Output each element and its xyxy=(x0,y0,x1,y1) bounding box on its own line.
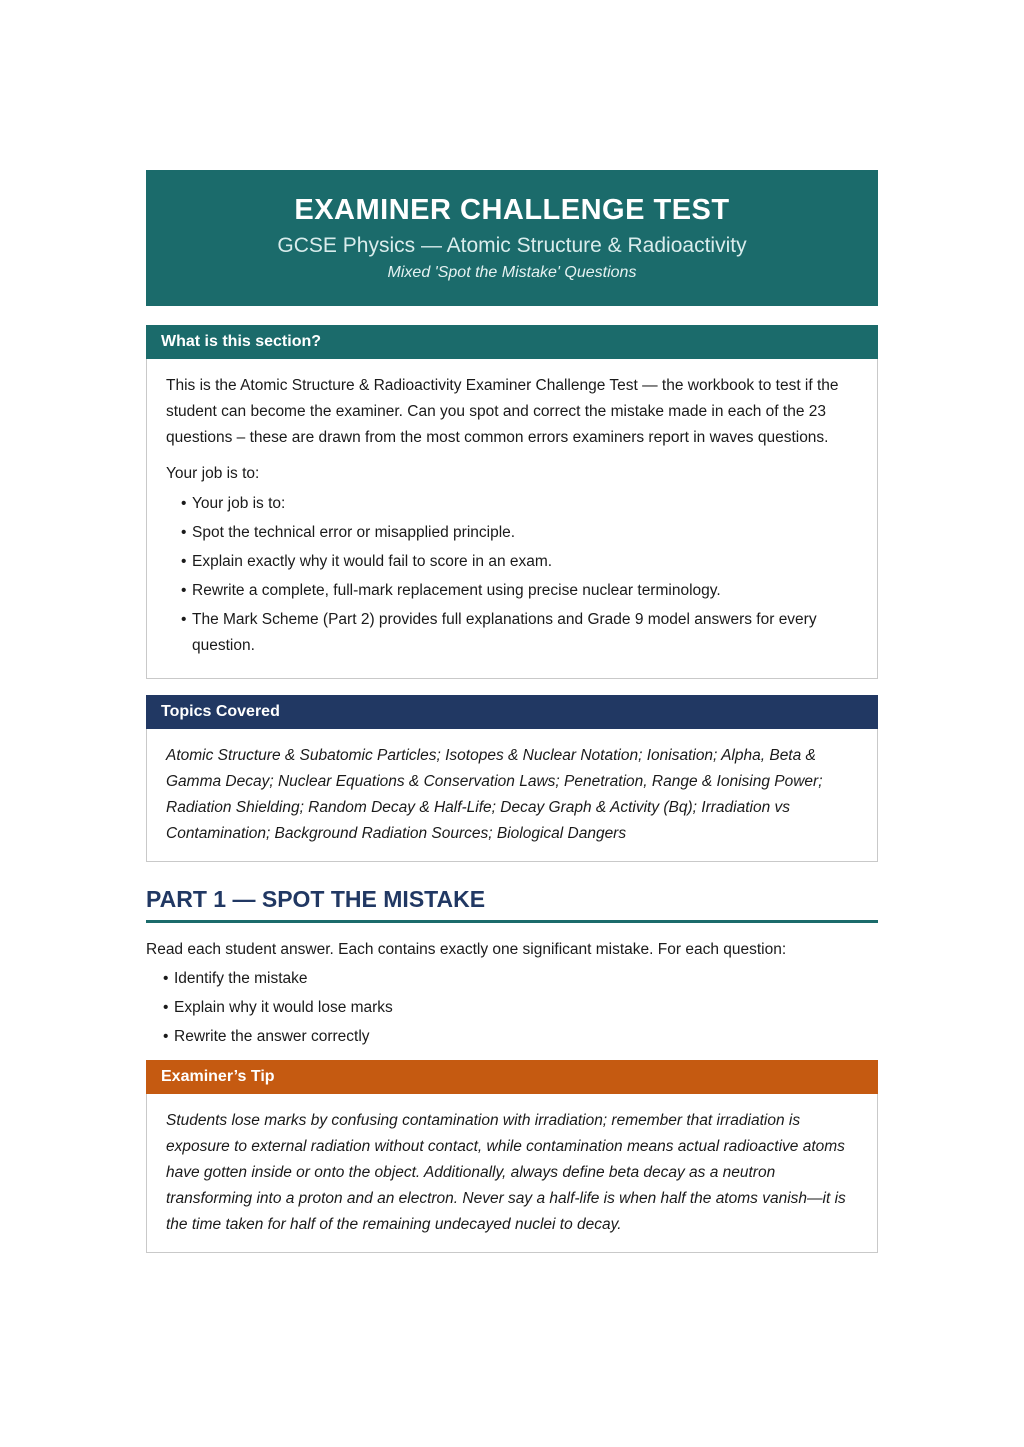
topics-heading: Topics Covered xyxy=(146,695,878,729)
page-title: EXAMINER CHALLENGE TEST xyxy=(294,194,730,226)
list-item: • Your job is to: xyxy=(166,491,858,517)
list-item: • The Mark Scheme (Part 2) provides full explanations and Grade 9 model answers for every question. xyxy=(166,607,858,659)
examiner-tip-box xyxy=(146,1060,878,1253)
topics-box xyxy=(146,695,878,862)
what-section-box xyxy=(146,325,878,679)
part1-intro: Read each student answer. Each contains exactly one significant mistake. For each question: xyxy=(146,941,787,958)
examiner-tip-heading: Examiner’s Tip xyxy=(146,1060,878,1094)
list-item: • Explain why it would lose marks xyxy=(146,995,878,1021)
page-subtitle: GCSE Physics — Atomic Structure & Radioactivity xyxy=(277,234,747,257)
part1-heading: PART 1 — SPOT THE MISTAKE xyxy=(146,884,878,923)
title-banner xyxy=(146,170,878,306)
job-list xyxy=(166,491,858,659)
document-page xyxy=(146,170,878,1253)
list-item: • Identify the mistake xyxy=(146,966,878,992)
what-section-heading: What is this section? xyxy=(146,325,878,359)
part1-instructions-list xyxy=(146,966,878,1050)
examiner-tip-text: Students lose marks by confusing contamination with irradiation; remember that irradiation is exposure to external radiation without contact, while contamination means actual radioactive atoms have gotten inside or onto the object. Additionally, always define beta decay as a neutron transforming into a proton and an electron. Never say a half-life is when half the atoms vanish—it is the time taken for half of the remaining undecayed nuclei to decay. xyxy=(166,1112,846,1233)
topics-text: Atomic Structure & Subatomic Particles; Isotopes & Nuclear Notation; Ionisation; Alpha, Beta & Gamma Decay; Nuclear Equations & Conservation Laws; Penetration, Range & Ionising Power; Radiation Shielding; Random Decay & Half-Life; Decay Graph & Activity (Bq); Irradiation vs Contamination; Background Radiation Sources; Biological Dangers xyxy=(166,747,823,842)
what-section-paragraph: This is the Atomic Structure & Radioactivity Examiner Challenge Test — the workbook to test if the student can become the examiner. Can you spot and correct the mistake made in each of the 23 questions – these are drawn from the most common errors examiners report in waves questions. xyxy=(166,377,839,446)
list-item: • Explain exactly why it would fail to score in an exam. xyxy=(166,549,858,575)
list-item: • Spot the technical error or misapplied principle. xyxy=(166,520,858,546)
page-tagline: Mixed 'Spot the Mistake' Questions xyxy=(387,264,637,281)
job-intro-text: Your job is to: xyxy=(166,465,260,482)
list-item: • Rewrite a complete, full-mark replacement using precise nuclear terminology. xyxy=(166,578,858,604)
part1-section xyxy=(146,884,878,1050)
list-item: • Rewrite the answer correctly xyxy=(146,1024,878,1050)
